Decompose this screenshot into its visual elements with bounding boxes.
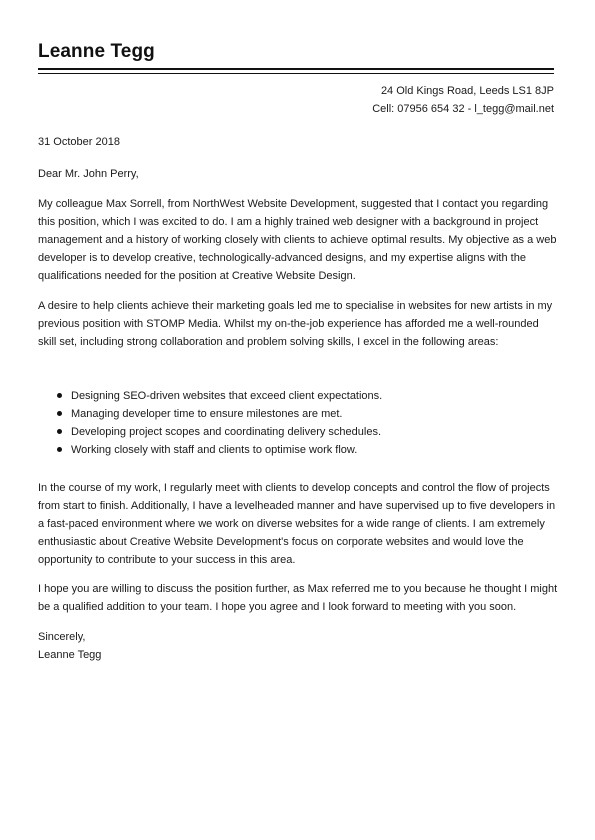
phone-email-line: Cell: 07956 654 32 - l_tegg@mail.net: [372, 103, 554, 115]
list-item: [57, 405, 537, 423]
salutation: Dear Mr. John Perry,: [38, 168, 139, 180]
bullet-icon: [57, 447, 62, 452]
list-item-text: Managing developer time to ensure milestones are met.: [71, 408, 343, 420]
header-rule-thick: [38, 68, 554, 70]
list-item-text: Working closely with staff and clients to optimise work flow.: [71, 444, 358, 456]
signature-name: Leanne Tegg: [38, 649, 102, 661]
closing: Sincerely,: [38, 631, 86, 643]
paragraph-3: In the course of my work, I regularly meet with clients to develop concepts and control the flow of projects from start to finish. Additionally, I have a levelheaded manner and have supervised up to five developers in a fast-paced environment where we work on diverse websites for a wide range of clients. I am extremely enthusiastic about Creative Website Development's focus on corporate websites and would love the opportunity to contribute to your success in this area.: [38, 482, 556, 566]
list-item: [57, 423, 537, 441]
list-item: [57, 441, 537, 459]
paragraph-2: A desire to help clients achieve their marketing goals led me to specialise in websites for new artists in my previous position with STOMP Media. Whilst my on-the-job experience has afforded me a well-rounded skill set, including strong collaboration and problem solving skills, I excel in the following areas:: [38, 300, 553, 348]
letter-date: 31 October 2018: [38, 136, 120, 148]
bullet-icon: [57, 411, 62, 416]
applicant-name: Leanne Tegg: [38, 41, 155, 62]
bullet-icon: [57, 429, 62, 434]
list-item-text: Designing SEO-driven websites that exceed client expectations.: [71, 390, 383, 402]
header-rule-thin: [38, 73, 554, 74]
skills-list: [57, 387, 537, 459]
contact-block: [372, 82, 554, 118]
paragraph-1: My colleague Max Sorrell, from NorthWest Website Development, suggested that I contact you regarding this position, which I was excited to do. I am a highly trained web designer with a background in project management and a history of working closely with clients to achieve optimal results. My objective as a web developer is to develop creative, technologically-advanced designs, and my expertise aligns with the qualifications needed for the position at Creative Website Design.: [38, 198, 557, 282]
bullet-icon: [57, 393, 62, 398]
list-item: [57, 387, 537, 405]
paragraph-4: I hope you are willing to discuss the position further, as Max referred me to you because he thought I might be a qualified addition to your team. I hope you agree and I look forward to meeting with you soon.: [38, 583, 558, 613]
address-line: 24 Old Kings Road, Leeds LS1 8JP: [380, 85, 554, 97]
list-item-text: Developing project scopes and coordinating delivery schedules.: [71, 426, 382, 438]
